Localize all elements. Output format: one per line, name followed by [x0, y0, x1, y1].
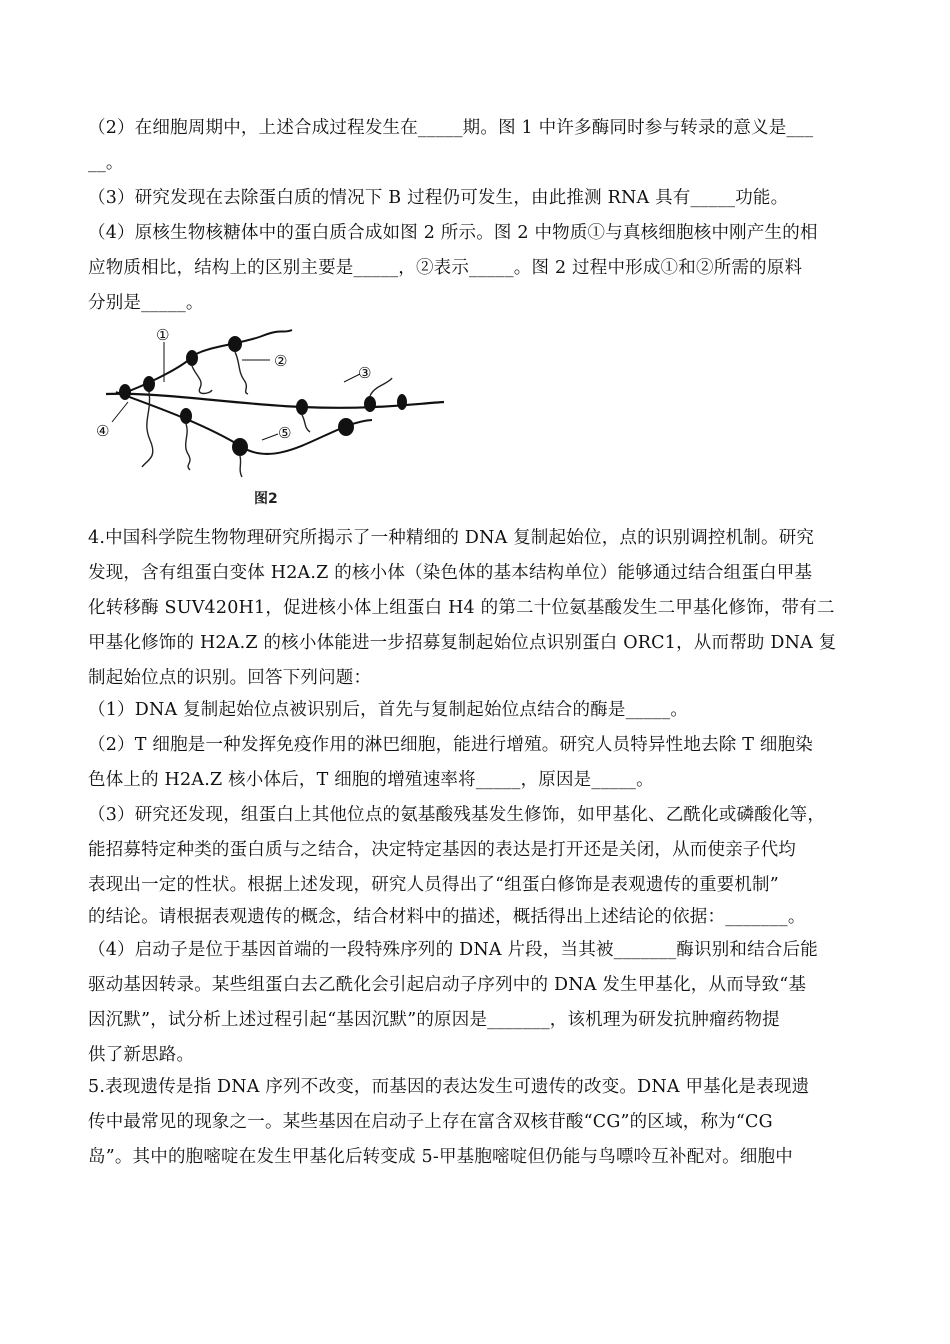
text-line: 因沉默”，试分析上述过程引起“基因沉默”的原因是_______，该机理为研发抗肿瘤药物提	[88, 1010, 780, 1030]
text-line: 制起始位点的识别。回答下列问题：	[88, 668, 372, 688]
ribosome-dot	[186, 350, 198, 366]
ribosome-dot	[364, 396, 376, 412]
ribosome-dot	[180, 408, 192, 424]
text-line: （3）研究还发现，组蛋白上其他位点的氨基酸残基发生修饰，如甲基化、乙酰化或磷酸化等，	[88, 805, 826, 825]
peptide-chain	[192, 366, 212, 394]
ribosome-diagram	[92, 322, 452, 512]
text-line: 色体上的 H2A.Z 核小体后，T 细胞的增殖速率将_____，原因是_____。	[88, 770, 654, 790]
text-line: （2）在细胞周期中，上述合成过程发生在_____期。图 1 中许多酶同时参与转录的意义是___	[88, 118, 814, 138]
ribosome-dot	[232, 438, 248, 456]
text-line: 发现，含有组蛋白变体 H2A.Z 的核小体（染色体的基本结构单位）能够通过结合组蛋白甲基	[88, 563, 813, 583]
ribosome-dot	[228, 336, 242, 352]
text-line: 甲基化修饰的 H2A.Z 的核小体能进一步招募复制起始位点识别蛋白 ORC1，从而帮助 DNA 复	[88, 633, 837, 653]
label-5: ⑤	[278, 424, 292, 442]
text-line: 5.表现遗传是指 DNA 序列不改变，而基因的表达发生可遗传的改变。DNA 甲基化是表现遗	[88, 1077, 810, 1097]
ribosome-dot	[143, 376, 155, 392]
text-line: 供了新思路。	[88, 1045, 195, 1065]
text-line: （4）原核生物核糖体中的蛋白质合成如图 2 所示。图 2 中物质①与真核细胞核中刚产生的相	[88, 223, 818, 243]
leader-line	[262, 434, 278, 440]
label-4: ④	[96, 422, 110, 440]
text-line: 驱动基因转录。某些组蛋白去乙酰化会引起启动子序列中的 DNA 发生甲基化，从而导致“基	[88, 975, 807, 995]
ribosome-dot	[397, 394, 407, 410]
label-3: ③	[358, 364, 372, 382]
text-line: __。	[88, 153, 124, 173]
leader-line	[112, 402, 128, 422]
ribosome-diagram-svg	[92, 322, 452, 492]
peptide-chain	[302, 415, 310, 432]
text-line: （2）T 细胞是一种发挥免疫作用的淋巴细胞，能进行增殖。研究人员特异性地去除 T 细胞染	[88, 735, 813, 755]
text-line: 4.中国科学院生物物理研究所揭示了一种精细的 DNA 复制起始位，点的识别调控机制。研究	[88, 528, 815, 548]
label-2: ②	[274, 352, 288, 370]
peptide-chain	[240, 456, 242, 477]
text-line: 表现出一定的性状。根据上述发现，研究人员得出了“组蛋白修饰是表观遗传的重要机制”	[88, 875, 779, 895]
mrna-strand	[106, 394, 444, 408]
text-line: （4）启动子是位于基因首端的一段特殊序列的 DNA 片段，当其被_______酶识别和结合后能	[88, 940, 818, 960]
text-line: 分别是_____。	[88, 293, 204, 313]
ribosome-dot	[296, 399, 308, 415]
text-line: 能招募特定种类的蛋白质与之结合，决定特定基因的表达是打开还是关闭，从而使亲子代均	[88, 840, 796, 860]
ribosome-dot	[338, 418, 354, 436]
text-line: 应物质相比，结构上的区别主要是_____，②表示_____。图 2 过程中形成①和②所需的原料	[88, 258, 803, 278]
label-1: ①	[156, 326, 170, 344]
peptide-chain	[370, 378, 392, 396]
text-line: 的结论。请根据表观遗传的概念，结合材料中的描述，概括得出上述结论的依据：_______。	[88, 907, 806, 927]
peptide-chain	[186, 424, 190, 470]
ribosome-dot	[119, 384, 131, 400]
text-line: 岛”。其中的胞嘧啶在发生甲基化后转变成 5-甲基胞嘧啶但仍能与鸟嘌呤互补配对。细胞中	[88, 1147, 793, 1167]
text-line: （1）DNA 复制起始位点被识别后，首先与复制起始位点结合的酶是_____。	[88, 700, 689, 720]
text-line: （3）研究发现在去除蛋白质的情况下 B 过程仍可发生，由此推测 RNA 具有_____功能。	[88, 188, 789, 208]
text-line: 传中最常见的现象之一。某些基因在启动子上存在富含双核苷酸“CG”的区域，称为“CG	[88, 1112, 773, 1132]
peptide-chain	[235, 352, 248, 394]
text-line: 化转移酶 SUV420H1，促进核小体上组蛋白 H4 的第二十位氨基酸发生二甲基化修饰，带有二	[88, 598, 835, 618]
figure-caption: 图2	[254, 491, 278, 507]
